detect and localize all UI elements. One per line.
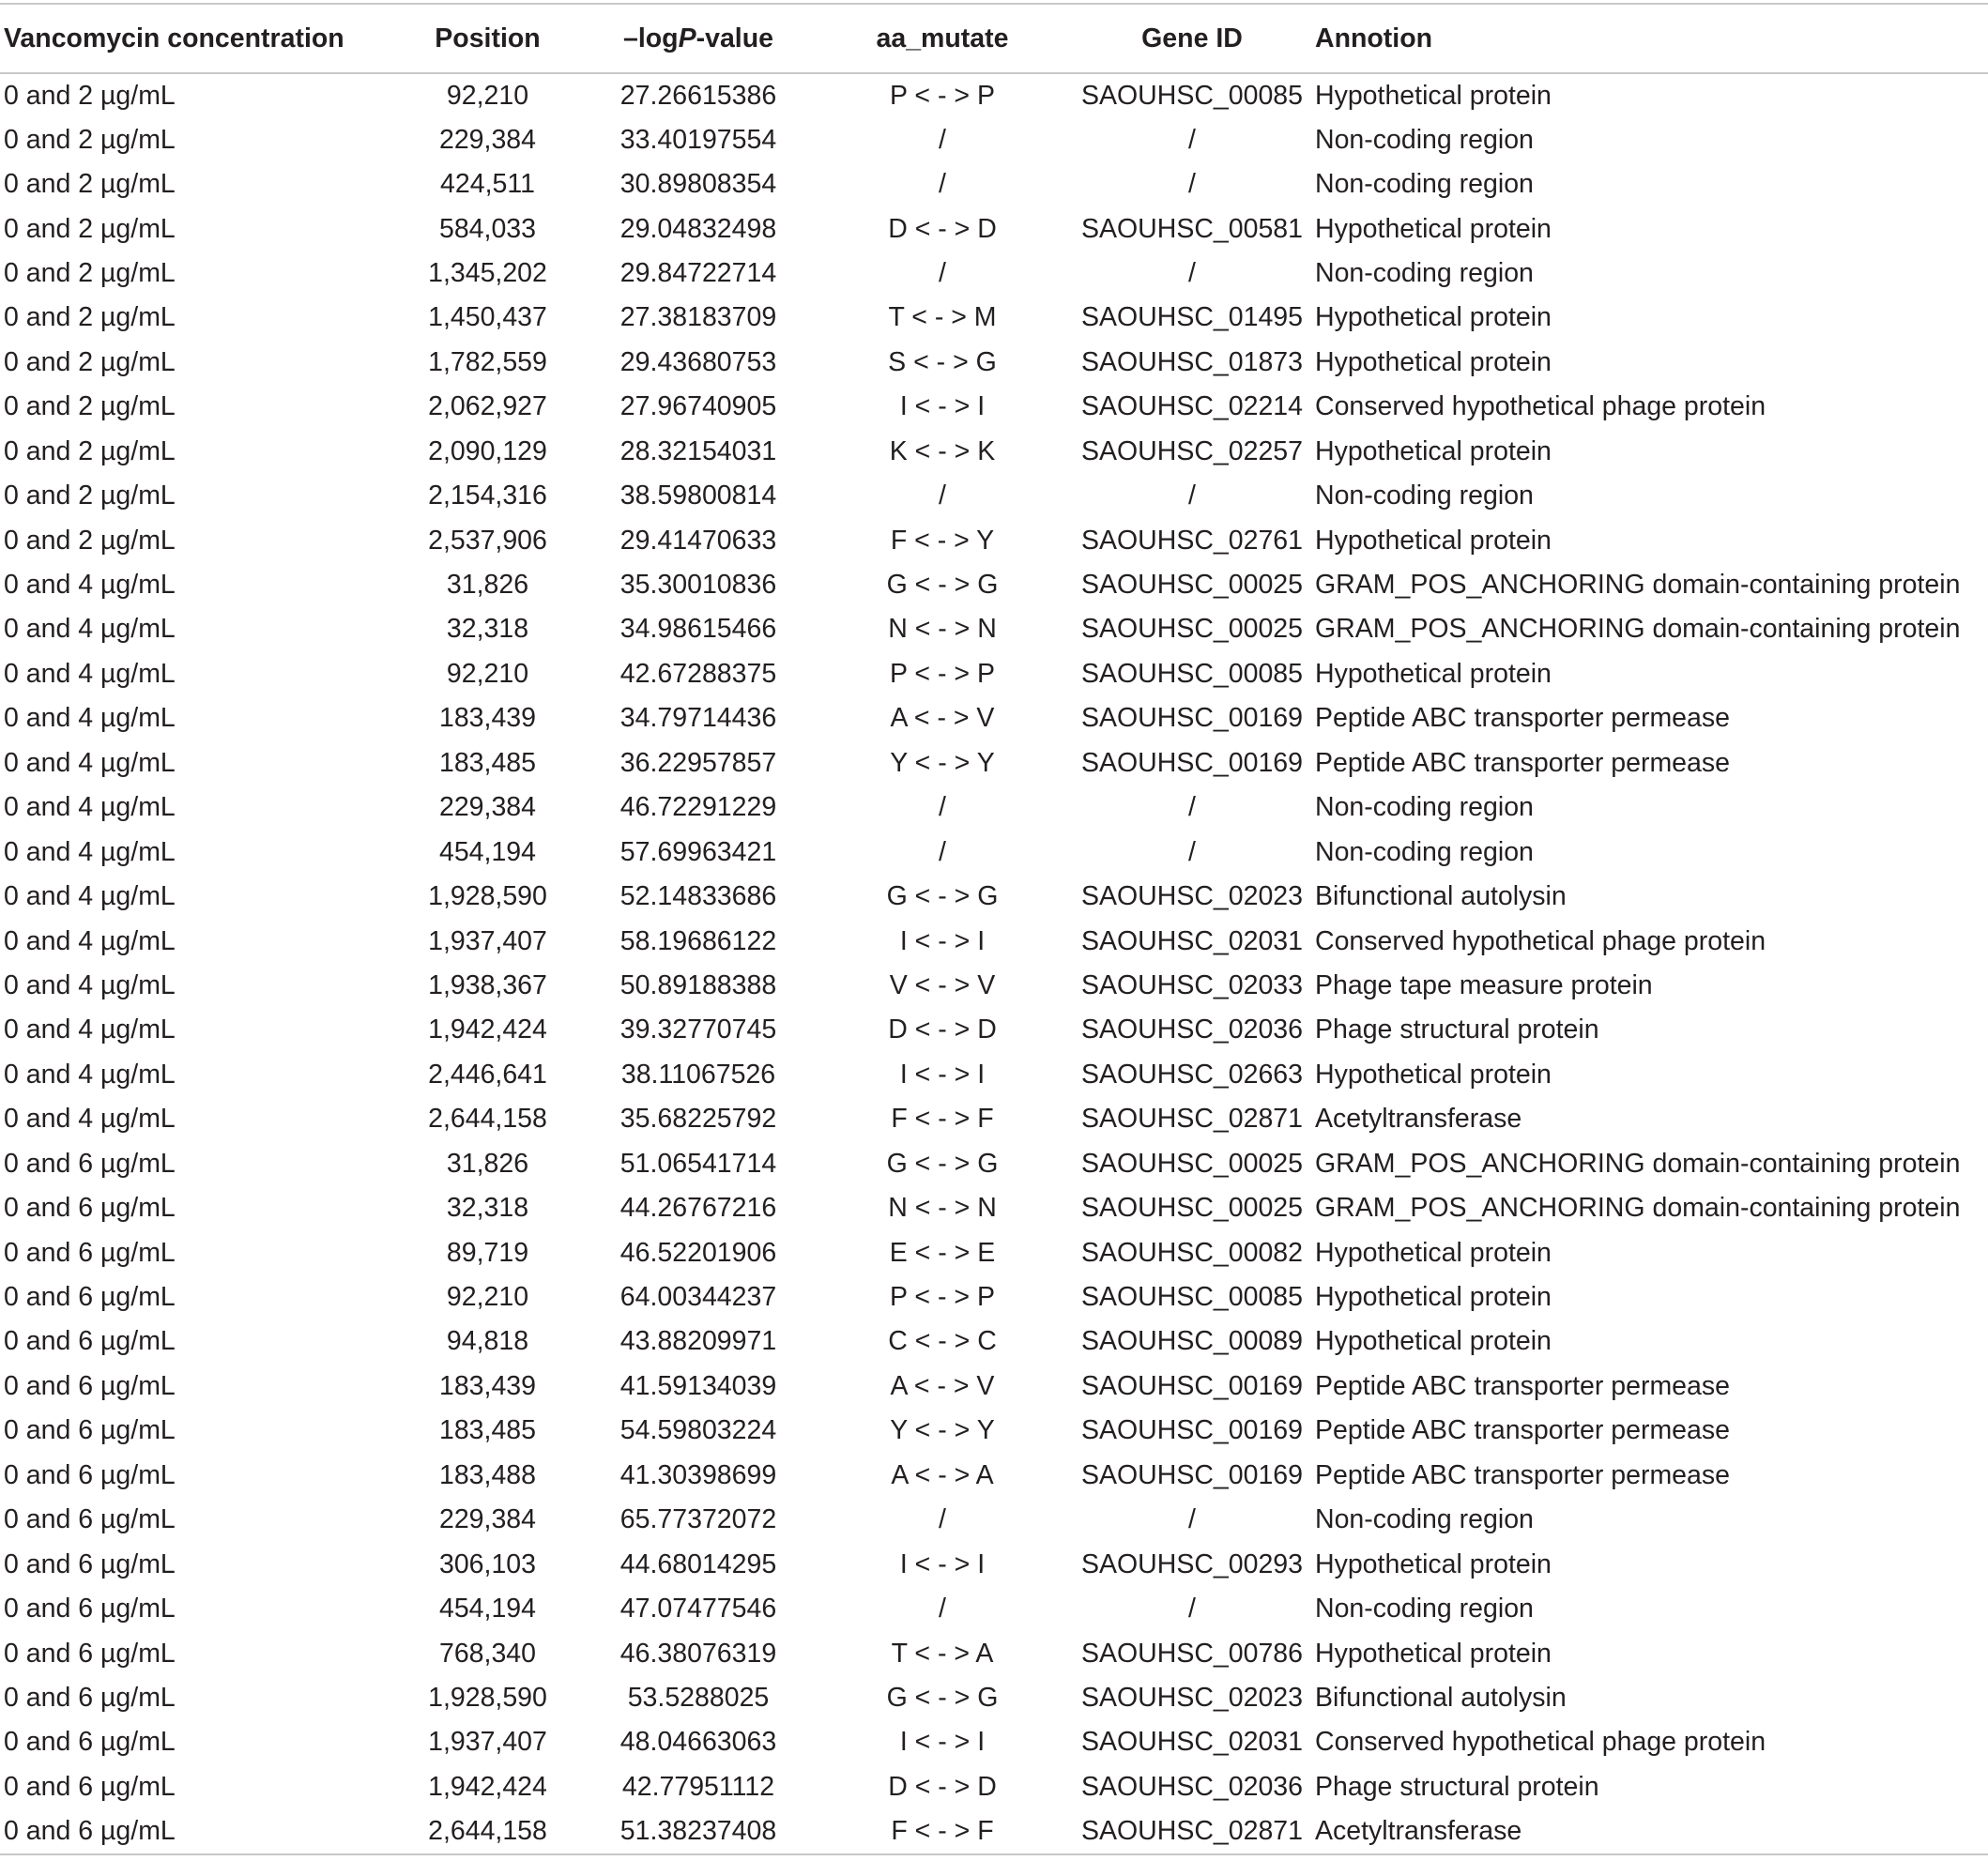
cell-aa-mutate: I < - > I	[899, 1727, 986, 1758]
cell-annotation: Hypothetical protein	[1315, 1638, 1552, 1669]
cell-logp-value: 64.00344237	[619, 1282, 777, 1313]
table-row	[0, 1409, 1988, 1453]
cell-annotation: Hypothetical protein	[1315, 1282, 1552, 1313]
cell-concentration: 0 and 6 µg/mL	[4, 1682, 176, 1713]
cell-position: 32,318	[446, 1193, 529, 1224]
cell-annotation: Non-coding region	[1315, 1594, 1534, 1624]
cell-annotation: Conserved hypothetical phage protein	[1315, 1727, 1766, 1758]
cell-concentration: 0 and 4 µg/mL	[4, 1104, 176, 1135]
cell-position: 454,194	[438, 836, 537, 867]
header-position: Position	[394, 4, 581, 73]
cell-annotation: Hypothetical protein	[1315, 80, 1552, 111]
cell-logp-value: 38.11067526	[620, 1059, 776, 1090]
cell-gene-id: SAOUHSC_01495	[1080, 302, 1304, 333]
cell-logp-value: 33.40197554	[619, 124, 777, 155]
cell-position: 1,938,367	[428, 969, 547, 1000]
cell-logp-value: 46.52201906	[619, 1237, 777, 1268]
cell-position: 454,194	[438, 1594, 537, 1624]
cell-aa-mutate: F < - > F	[891, 1104, 994, 1135]
cell-gene-id: SAOUHSC_02023	[1080, 1682, 1304, 1713]
cell-logp-value: 43.88209971	[619, 1326, 777, 1357]
cell-aa-mutate: G < - > G	[886, 1682, 999, 1713]
cell-annotation: GRAM_POS_ANCHORING domain-containing protein	[1315, 614, 1961, 645]
cell-logp-value: 53.5288025	[627, 1682, 770, 1713]
header-gene-id: Gene ID	[1069, 4, 1315, 73]
table-row	[0, 1676, 1988, 1720]
table-row	[0, 1008, 1988, 1052]
table-row	[0, 1319, 1988, 1364]
cell-concentration: 0 and 6 µg/mL	[4, 1727, 176, 1758]
cell-concentration: 0 and 4 µg/mL	[4, 836, 176, 867]
cell-concentration: 0 and 6 µg/mL	[4, 1148, 176, 1179]
cell-aa-mutate: /	[939, 169, 946, 200]
cell-aa-mutate: I < - > I	[899, 1059, 986, 1090]
cell-position: 94,818	[446, 1326, 529, 1357]
cell-logp-value: 36.22957857	[619, 747, 777, 778]
cell-concentration: 0 and 6 µg/mL	[4, 1237, 176, 1268]
table-row	[0, 696, 1988, 740]
cell-position: 1,782,559	[428, 346, 547, 377]
cell-gene-id: SAOUHSC_02871	[1069, 1809, 1315, 1853]
cell-aa-mutate: N < - > N	[888, 1193, 997, 1224]
table-row	[0, 919, 1988, 963]
cell-aa-mutate: A < - > V	[890, 703, 995, 734]
header-row	[0, 4, 1988, 73]
cell-gene-id: SAOUHSC_02036	[1080, 1771, 1304, 1802]
cell-position: 183,485	[438, 747, 537, 778]
cell-concentration: 0 and 4 µg/mL	[4, 570, 176, 601]
cell-concentration: 0 and 4 µg/mL	[4, 925, 176, 956]
table-row	[0, 1230, 1988, 1274]
header-annotation: Annotion	[1315, 4, 1988, 73]
cell-aa-mutate: /	[939, 124, 946, 155]
cell-logp-value: 52.14833686	[619, 881, 777, 912]
table-row	[0, 474, 1988, 518]
cell-concentration: 0 and 2 µg/mL	[4, 213, 176, 244]
cell-annotation: Hypothetical protein	[1315, 658, 1552, 689]
cell-position: 306,103	[438, 1548, 537, 1579]
cell-logp-value: 48.04663063	[619, 1727, 777, 1758]
cell-position: 1,450,437	[428, 302, 547, 333]
cell-aa-mutate: V < - > V	[889, 969, 996, 1000]
cell-logp-value: 51.38237408	[581, 1809, 816, 1853]
header-logp-prefix: –log	[623, 23, 679, 53]
cell-concentration: 0 and 2 µg/mL	[4, 346, 176, 377]
cell-logp-value: 41.30398699	[619, 1459, 777, 1490]
cell-position: 92,210	[446, 1282, 529, 1313]
cell-annotation: Hypothetical protein	[1315, 1326, 1552, 1357]
cell-annotation: Phage structural protein	[1315, 1014, 1599, 1045]
cell-position: 1,942,424	[428, 1771, 547, 1802]
cell-annotation: GRAM_POS_ANCHORING domain-containing protein	[1315, 1193, 1961, 1224]
cell-gene-id: SAOUHSC_00169	[1080, 747, 1304, 778]
cell-concentration: 0 and 2 µg/mL	[4, 480, 176, 511]
cell-concentration: 0 and 6 µg/mL	[4, 1504, 176, 1535]
cell-logp-value: 58.19686122	[619, 925, 777, 956]
table-row	[0, 117, 1988, 161]
cell-concentration: 0 and 2 µg/mL	[4, 169, 176, 200]
cell-gene-id: SAOUHSC_00169	[1080, 1370, 1304, 1401]
cell-position: 31,826	[446, 1148, 529, 1179]
cell-logp-value: 27.26615386	[619, 80, 777, 111]
table-row	[0, 1186, 1988, 1230]
cell-concentration: 0 and 6 µg/mL	[4, 1459, 176, 1490]
cell-aa-mutate: I < - > I	[899, 925, 986, 956]
table-row	[0, 518, 1988, 562]
header-aa-mutate: aa_mutate	[816, 4, 1069, 73]
cell-gene-id: /	[1188, 169, 1196, 200]
cell-concentration: 0 and 6 µg/mL	[4, 1771, 176, 1802]
cell-annotation: Hypothetical protein	[1315, 213, 1552, 244]
cell-gene-id: /	[1188, 1594, 1196, 1624]
cell-gene-id: SAOUHSC_00169	[1080, 1415, 1304, 1446]
cell-annotation: Non-coding region	[1315, 1504, 1534, 1535]
cell-aa-mutate: D < - > D	[888, 213, 997, 244]
cell-annotation: Phage tape measure protein	[1315, 969, 1653, 1000]
cell-aa-mutate: /	[939, 1594, 946, 1624]
cell-aa-mutate: F < - > Y	[890, 525, 995, 556]
header-logp-italic: P	[678, 23, 696, 53]
cell-annotation: Bifunctional autolysin	[1315, 881, 1567, 912]
table-row	[0, 252, 1988, 296]
cell-concentration: 0 and 6 µg/mL	[4, 1193, 176, 1224]
cell-annotation: Non-coding region	[1315, 792, 1534, 823]
cell-aa-mutate: C < - > C	[888, 1326, 997, 1357]
cell-gene-id: SAOUHSC_00082	[1080, 1237, 1304, 1268]
cell-position: 31,826	[446, 570, 529, 601]
cell-gene-id: SAOUHSC_00025	[1080, 570, 1304, 601]
table-row	[0, 206, 1988, 251]
cell-aa-mutate: F < - > F	[816, 1809, 1069, 1853]
cell-gene-id: SAOUHSC_02663	[1080, 1059, 1304, 1090]
cell-annotation: Hypothetical protein	[1315, 1548, 1552, 1579]
cell-position: 2,446,641	[428, 1059, 547, 1090]
cell-position: 183,485	[438, 1415, 537, 1446]
cell-annotation: Conserved hypothetical phage protein	[1315, 391, 1766, 422]
cell-annotation: Acetyltransferase	[1315, 1809, 1988, 1853]
table-row	[0, 875, 1988, 919]
cell-logp-value: 42.77951112	[621, 1771, 775, 1802]
table-row	[0, 1498, 1988, 1542]
cell-position: 2,154,316	[428, 480, 547, 511]
cell-annotation: Non-coding region	[1315, 257, 1534, 288]
cell-aa-mutate: E < - > E	[889, 1237, 996, 1268]
cell-gene-id: /	[1188, 836, 1196, 867]
cell-position: 1,942,424	[428, 1014, 547, 1045]
cell-annotation: Phage structural protein	[1315, 1771, 1599, 1802]
cell-logp-value: 51.06541714	[619, 1148, 777, 1179]
cell-position: 584,033	[438, 213, 537, 244]
cell-logp-value: 29.41470633	[619, 525, 777, 556]
cell-annotation: Non-coding region	[1315, 169, 1534, 200]
table-row	[0, 964, 1988, 1008]
cell-position: 183,439	[438, 703, 537, 734]
cell-gene-id: SAOUHSC_02257	[1080, 435, 1304, 466]
table-row	[0, 296, 1988, 340]
cell-position: 229,384	[438, 1504, 537, 1535]
cell-gene-id: /	[1188, 792, 1196, 823]
cell-gene-id: SAOUHSC_00089	[1080, 1326, 1304, 1357]
cell-annotation: Peptide ABC transporter permease	[1315, 747, 1730, 778]
cell-gene-id: SAOUHSC_00169	[1080, 703, 1304, 734]
cell-position: 768,340	[438, 1638, 537, 1669]
table-row	[0, 785, 1988, 830]
table-row	[0, 1097, 1988, 1141]
cell-logp-value: 65.77372072	[619, 1504, 777, 1535]
cell-concentration: 0 and 6 µg/mL	[4, 1282, 176, 1313]
cell-aa-mutate: G < - > G	[886, 570, 999, 601]
cell-logp-value: 27.96740905	[619, 391, 777, 422]
cell-position: 2,062,927	[428, 391, 547, 422]
cell-concentration: 0 and 2 µg/mL	[4, 257, 176, 288]
cell-aa-mutate: G < - > G	[886, 1148, 999, 1179]
cell-aa-mutate: K < - > K	[889, 435, 996, 466]
table-row	[0, 341, 1988, 385]
cell-gene-id: SAOUHSC_00025	[1080, 614, 1304, 645]
table-row	[0, 652, 1988, 696]
cell-annotation: Non-coding region	[1315, 124, 1534, 155]
cell-logp-value: 34.79714436	[619, 703, 777, 734]
cell-annotation: Peptide ABC transporter permease	[1315, 703, 1730, 734]
cell-gene-id: SAOUHSC_00293	[1080, 1548, 1304, 1579]
cell-aa-mutate: D < - > D	[888, 1771, 997, 1802]
cell-aa-mutate: /	[939, 257, 946, 288]
cell-position: 424,511	[440, 169, 535, 200]
cell-aa-mutate: /	[939, 836, 946, 867]
cell-gene-id: SAOUHSC_02033	[1080, 969, 1304, 1000]
cell-annotation: Hypothetical protein	[1315, 1059, 1552, 1090]
header-logp	[581, 4, 816, 73]
cell-aa-mutate: D < - > D	[888, 1014, 997, 1045]
cell-concentration: 0 and 2 µg/mL	[4, 302, 176, 333]
cell-annotation: Hypothetical protein	[1315, 346, 1552, 377]
table-row	[0, 385, 1988, 429]
table-row	[0, 1809, 1988, 1853]
cell-logp-value: 35.30010836	[619, 570, 777, 601]
header-logp-suffix: -value	[696, 23, 773, 53]
cell-concentration: 0 and 4 µg/mL	[4, 1059, 176, 1090]
cell-gene-id: SAOUHSC_02031	[1080, 1727, 1304, 1758]
table-row	[0, 1587, 1988, 1631]
cell-aa-mutate: /	[939, 1504, 946, 1535]
cell-concentration: 0 and 6 µg/mL	[4, 1370, 176, 1401]
table-row	[0, 1542, 1988, 1586]
cell-logp-value: 28.32154031	[619, 435, 777, 466]
cell-logp-value: 27.38183709	[619, 302, 777, 333]
cell-position: 2,537,906	[428, 525, 547, 556]
cell-concentration: 0 and 4 µg/mL	[4, 614, 176, 645]
cell-position: 229,384	[438, 792, 537, 823]
cell-position: 2,090,129	[428, 435, 547, 466]
cell-logp-value: 35.68225792	[619, 1104, 777, 1135]
cell-gene-id: /	[1188, 1504, 1196, 1535]
table-row	[0, 1454, 1988, 1498]
cell-annotation: GRAM_POS_ANCHORING domain-containing protein	[1315, 570, 1961, 601]
cell-gene-id: SAOUHSC_02036	[1080, 1014, 1304, 1045]
cell-annotation: Non-coding region	[1315, 480, 1534, 511]
cell-position: 229,384	[438, 124, 537, 155]
cell-position: 89,719	[446, 1237, 529, 1268]
cell-logp-value: 34.98615466	[619, 614, 777, 645]
cell-gene-id: /	[1188, 124, 1196, 155]
cell-position: 2,644,158	[428, 1104, 547, 1135]
cell-gene-id: SAOUHSC_02023	[1080, 881, 1304, 912]
cell-gene-id: SAOUHSC_02031	[1080, 925, 1304, 956]
cell-position: 2,644,158	[394, 1809, 581, 1853]
cell-logp-value: 46.72291229	[619, 792, 777, 823]
cell-gene-id: SAOUHSC_00085	[1080, 80, 1304, 111]
cell-annotation: GRAM_POS_ANCHORING domain-containing protein	[1315, 1148, 1961, 1179]
cell-logp-value: 46.38076319	[619, 1638, 777, 1669]
cell-position: 183,439	[438, 1370, 537, 1401]
cell-concentration: 0 and 6 µg/mL	[4, 1326, 176, 1357]
cell-aa-mutate: A < - > V	[890, 1370, 995, 1401]
cell-concentration: 0 and 6 µg/mL	[4, 1638, 176, 1669]
cell-annotation: Non-coding region	[1315, 836, 1534, 867]
cell-aa-mutate: T < - > M	[888, 302, 997, 333]
cell-aa-mutate: S < - > G	[888, 346, 997, 377]
header-concentration: Vancomycin concentration	[0, 4, 394, 73]
cell-aa-mutate: /	[939, 480, 946, 511]
table-row	[0, 830, 1988, 874]
table-row	[0, 741, 1988, 785]
cell-logp-value: 54.59803224	[619, 1415, 777, 1446]
cell-annotation: Bifunctional autolysin	[1315, 1682, 1567, 1713]
cell-annotation: Peptide ABC transporter permease	[1315, 1459, 1730, 1490]
cell-gene-id: SAOUHSC_00085	[1080, 658, 1304, 689]
cell-annotation: Hypothetical protein	[1315, 302, 1552, 333]
cell-position: 1,928,590	[428, 1682, 547, 1713]
cell-concentration: 0 and 2 µg/mL	[4, 391, 176, 422]
cell-position: 1,937,407	[428, 925, 547, 956]
cell-logp-value: 41.59134039	[619, 1370, 777, 1401]
cell-logp-value: 39.32770745	[619, 1014, 777, 1045]
cell-concentration: 0 and 4 µg/mL	[4, 969, 176, 1000]
cell-logp-value: 42.67288375	[619, 658, 777, 689]
cell-annotation: Hypothetical protein	[1315, 435, 1552, 466]
cell-gene-id: SAOUHSC_00786	[1080, 1638, 1304, 1669]
cell-gene-id: SAOUHSC_02871	[1080, 1104, 1304, 1135]
mutation-table	[0, 3, 1988, 1855]
cell-aa-mutate: A < - > A	[891, 1459, 994, 1490]
cell-logp-value: 50.89188388	[619, 969, 777, 1000]
cell-aa-mutate: T < - > A	[891, 1638, 994, 1669]
cell-logp-value: 44.68014295	[619, 1548, 777, 1579]
cell-logp-value: 57.69963421	[619, 836, 777, 867]
cell-gene-id: SAOUHSC_00025	[1080, 1193, 1304, 1224]
cell-concentration: 0 and 6 µg/mL	[4, 1594, 176, 1624]
cell-concentration: 0 and 4 µg/mL	[4, 881, 176, 912]
cell-aa-mutate: /	[939, 792, 946, 823]
cell-concentration: 0 and 2 µg/mL	[4, 124, 176, 155]
table-header	[0, 4, 1988, 73]
cell-position: 183,488	[438, 1459, 537, 1490]
cell-concentration: 0 and 2 µg/mL	[4, 80, 176, 111]
cell-logp-value: 30.89808354	[619, 169, 777, 200]
cell-concentration: 0 and 6 µg/mL	[0, 1809, 394, 1853]
cell-aa-mutate: P < - > P	[890, 80, 995, 111]
cell-concentration: 0 and 4 µg/mL	[4, 703, 176, 734]
cell-position: 92,210	[446, 658, 529, 689]
cell-aa-mutate: I < - > I	[899, 1548, 986, 1579]
cell-gene-id: /	[1188, 480, 1196, 511]
table-row	[0, 73, 1988, 117]
table-row	[0, 1720, 1988, 1764]
cell-annotation: Hypothetical protein	[1315, 1237, 1552, 1268]
cell-gene-id: SAOUHSC_00169	[1080, 1459, 1304, 1490]
cell-gene-id: SAOUHSC_02214	[1080, 391, 1304, 422]
table-row	[0, 1765, 1988, 1809]
cell-aa-mutate: P < - > P	[890, 1282, 995, 1313]
cell-concentration: 0 and 2 µg/mL	[4, 525, 176, 556]
cell-concentration: 0 and 2 µg/mL	[4, 435, 176, 466]
cell-gene-id: /	[1188, 257, 1196, 288]
cell-gene-id: SAOUHSC_01873	[1080, 346, 1304, 377]
cell-concentration: 0 and 4 µg/mL	[4, 747, 176, 778]
cell-aa-mutate: N < - > N	[888, 614, 997, 645]
cell-annotation: Peptide ABC transporter permease	[1315, 1370, 1730, 1401]
cell-concentration: 0 and 4 µg/mL	[4, 658, 176, 689]
cell-aa-mutate: P < - > P	[890, 658, 995, 689]
cell-concentration: 0 and 4 µg/mL	[4, 1014, 176, 1045]
cell-annotation: Peptide ABC transporter permease	[1315, 1415, 1730, 1446]
cell-logp-value: 29.84722714	[619, 257, 777, 288]
cell-aa-mutate: G < - > G	[886, 881, 999, 912]
cell-position: 1,345,202	[428, 257, 547, 288]
cell-aa-mutate: I < - > I	[899, 391, 986, 422]
cell-logp-value: 38.59800814	[619, 480, 777, 511]
cell-concentration: 0 and 6 µg/mL	[4, 1415, 176, 1446]
cell-gene-id: SAOUHSC_00085	[1080, 1282, 1304, 1313]
cell-position: 32,318	[446, 614, 529, 645]
table-row	[0, 1053, 1988, 1097]
cell-logp-value: 29.04832498	[619, 213, 777, 244]
cell-logp-value: 44.26767216	[619, 1193, 777, 1224]
table-row	[0, 1365, 1988, 1409]
cell-logp-value: 47.07477546	[619, 1594, 777, 1624]
cell-position: 1,928,590	[428, 881, 547, 912]
cell-gene-id: SAOUHSC_00025	[1080, 1148, 1304, 1179]
cell-gene-id: SAOUHSC_00581	[1080, 213, 1304, 244]
cell-position: 1,937,407	[428, 1727, 547, 1758]
table-row	[0, 1142, 1988, 1186]
cell-position: 92,210	[446, 80, 529, 111]
cell-annotation: Conserved hypothetical phage protein	[1315, 925, 1766, 956]
table-row	[0, 607, 1988, 651]
cell-annotation: Acetyltransferase	[1315, 1104, 1522, 1135]
table-row	[0, 1275, 1988, 1319]
cell-annotation: Hypothetical protein	[1315, 525, 1552, 556]
cell-concentration: 0 and 4 µg/mL	[4, 792, 176, 823]
table-row	[0, 1631, 1988, 1675]
cell-gene-id: SAOUHSC_02761	[1080, 525, 1304, 556]
cell-logp-value: 29.43680753	[619, 346, 777, 377]
cell-aa-mutate: Y < - > Y	[890, 1415, 995, 1446]
table-row	[0, 162, 1988, 206]
cell-aa-mutate: Y < - > Y	[890, 747, 995, 778]
table-row	[0, 563, 1988, 607]
table-row	[0, 430, 1988, 474]
table-body	[0, 73, 1988, 1854]
cell-concentration: 0 and 6 µg/mL	[4, 1548, 176, 1579]
